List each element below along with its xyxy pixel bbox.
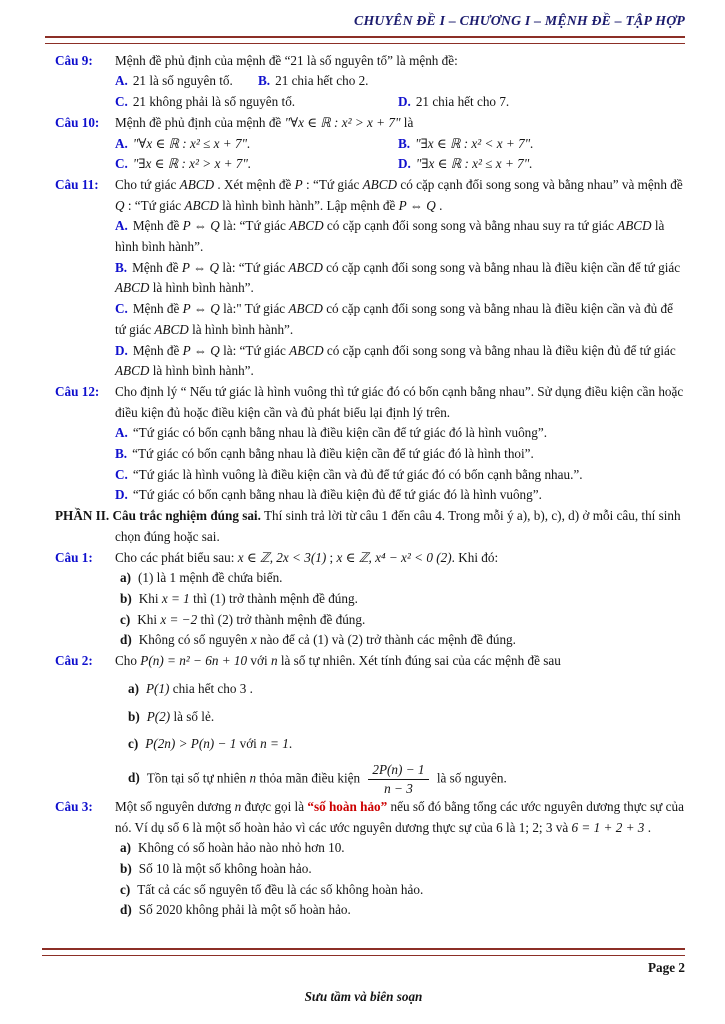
option-b: [115, 258, 685, 299]
part2-question-3: [55, 797, 685, 921]
question-12-label: Câu 12:: [55, 383, 100, 399]
statement-b-text: Khi x = 1 thì (1) trở thành mệnh đề đúng.: [138, 590, 358, 606]
statement-b: [128, 707, 685, 728]
statement-d-text: Không có số nguyên x nào để cả (1) và (2) trở thành các mệnh đề đúng.: [138, 632, 516, 648]
statement-d-text-pre: Tồn tại số tự nhiên n thỏa mãn điều kiện: [146, 770, 364, 786]
footer-credit: Sưu tầm và biên soạn: [304, 988, 423, 1004]
part2-question-2-stem: Cho P(n) = n² − 6n + 10 với n là số tự nhiên. Xét tính đúng sai của các mệnh đề sau: [115, 653, 561, 669]
part2-question-3-stem: Một số nguyên dương n được gọi là “số hoàn hảo” nếu số đó bằng tổng các ước nguyên dương thực sự của nó. Ví dụ số 6 là một số hoàn hảo vì các ước nguyên dương thực sự của 6 là 1; 2; 3 và 6 = 1 + 2 + 3 .: [115, 798, 684, 835]
statement-d: [128, 762, 685, 797]
option-b-letter: B.: [115, 446, 128, 462]
document-body: [0, 44, 725, 921]
option-b: [398, 134, 534, 155]
option-c: [115, 154, 398, 175]
option-c-letter: C.: [115, 301, 128, 317]
fraction-numerator: 2P(n) − 1: [368, 762, 428, 780]
statement-d-text-post: là số nguyên.: [433, 770, 507, 786]
question-11-stem: Cho tứ giác ABCD . Xét mệnh đề P : “Tứ giác ABCD có cặp cạnh đối song song và bằng nhau” và mệnh đề Q : “Tứ giác ABCD là hình bình hành”. Lập mệnh đề P ⇔ Q .: [115, 176, 683, 213]
page-number: Page 2: [648, 960, 685, 975]
statement-b-label: b): [128, 708, 140, 724]
question-12-stem: Cho định lý “ Nếu tứ giác là hình vuông thì tứ giác đó có bốn cạnh bằng nhau”. Sử dụng điều kiện cần hoặc điều kiện đủ hoặc điều kiện cần và đủ phát biểu lại định lý trên.: [115, 383, 684, 420]
page-header: [0, 0, 725, 44]
part2-question-2: [55, 651, 685, 797]
part2-question-2-label: Câu 2:: [55, 653, 93, 669]
statement-c-text: P(2n) > P(n) − 1 với n = 1.: [145, 736, 293, 752]
part2-question-1-body: [115, 548, 685, 652]
statement-a-label: a): [120, 840, 131, 856]
question-9-options-row-2: [115, 92, 685, 113]
statement-b-text: P(2) là số lẻ.: [146, 708, 215, 724]
question-9-stem: Mệnh đề phủ định của mệnh đề “21 là số nguyên tố” là mệnh đề:: [115, 52, 458, 68]
option-d: [115, 341, 685, 382]
option-a-letter: A.: [115, 425, 128, 441]
option-d-letter: D.: [115, 342, 128, 358]
option-a-letter: A.: [115, 73, 128, 89]
option-d-text: “Tứ giác có bốn cạnh bằng nhau là điều kiện đủ để tứ giác đó là hình vuông”.: [132, 487, 542, 503]
part-2-heading-rest: Thí sinh trả lời từ câu 1 đến câu 4. Trong mỗi ý a), b), c), d) ở mỗi câu, thí sinh chọn đúng hoặc sai.: [115, 508, 681, 544]
part2-question-3-body: [115, 797, 685, 921]
option-c-text: “Tứ giác là hình vuông là điều kiện cần và đủ để tứ giác đó có bốn cạnh bằng nhau.”.: [132, 466, 583, 482]
option-d: [115, 485, 685, 506]
header-rule: [45, 36, 685, 44]
option-b: [258, 71, 368, 92]
footer-rule: [42, 948, 685, 956]
statement-c-label: c): [120, 611, 131, 627]
statement-b-label: b): [120, 861, 132, 877]
option-d-letter: D.: [398, 94, 411, 110]
statement-d-label: d): [120, 632, 132, 648]
statement-a-text: (1) là 1 mệnh đề chứa biến.: [138, 570, 283, 586]
question-9-options-row-1: [115, 71, 685, 92]
statement-c: [120, 880, 685, 901]
question-10-label: Câu 10:: [55, 114, 100, 130]
option-a: [115, 134, 398, 155]
statement-b: [120, 589, 685, 610]
question-11-body: [115, 175, 685, 382]
option-a-text: "∀x ∈ ℝ : x² ≤ x + 7".: [132, 135, 251, 151]
statement-a: [128, 679, 685, 700]
statement-a-label: a): [128, 680, 139, 696]
option-b-text: "∃x ∈ ℝ : x² < x + 7".: [415, 135, 534, 151]
question-10-options-row-2: [115, 154, 685, 175]
page-footer: [42, 944, 685, 1007]
option-c-text: "∃x ∈ ℝ : x² > x + 7".: [132, 156, 252, 172]
statement-b: [120, 859, 685, 880]
question-9: [55, 51, 685, 113]
part2-question-3-label: Câu 3:: [55, 798, 93, 814]
statement-a-text: Không có số hoàn hảo nào nhỏ hơn 10.: [138, 840, 345, 856]
option-b-text: Mệnh đề P ⇔ Q là: “Tứ giác ABCD có cặp cạnh đối song song và bằng nhau là điều kiện cần để tứ giác ABCD là hình bình hành”.: [115, 259, 681, 296]
statement-a-text: P(1) chia hết cho 3 .: [146, 680, 253, 696]
option-c-letter: C.: [115, 94, 128, 110]
statement-d-label: d): [128, 770, 140, 786]
option-d-letter: D.: [115, 487, 128, 503]
statement-a: [120, 568, 685, 589]
statement-a: [120, 838, 685, 859]
option-c-letter: C.: [115, 156, 128, 172]
statement-d-label: d): [120, 902, 132, 918]
question-10-options-row-1: [115, 134, 685, 155]
part-2-heading-bold: PHẦN II. Câu trắc nghiệm đúng sai.: [55, 508, 261, 524]
statement-d: [120, 900, 685, 921]
part2-question-1-stem: Cho các phát biểu sau: x ∈ ℤ, 2x < 3(1) ; x ∈ ℤ, x⁴ − x² < 0 (2). Khi đó:: [115, 549, 499, 565]
question-11-label: Câu 11:: [55, 176, 99, 192]
option-b-text: “Tứ giác có bốn cạnh bằng nhau là điều kiện cần để tứ giác đó là hình thoi”.: [132, 446, 534, 462]
option-c: [115, 299, 685, 340]
option-c: [115, 465, 685, 486]
part2-question-1: [55, 548, 685, 652]
part-2-heading: [55, 506, 685, 547]
option-c: [115, 92, 398, 113]
statement-a-label: a): [120, 570, 131, 586]
option-b-text: 21 chia hết cho 2.: [275, 73, 369, 89]
option-a-text: 21 là số nguyên tố.: [132, 73, 233, 89]
header-title: CHUYÊN ĐỀ I – CHƯƠNG I – MỆNH ĐỀ – TẬP HỢP: [354, 13, 685, 28]
statement-c-text: Khi x = −2 thì (2) trở thành mệnh đề đúng.: [137, 611, 366, 627]
option-d-letter: D.: [398, 156, 411, 172]
statement-d-text: Số 2020 không phải là một số hoàn hảo.: [138, 902, 351, 918]
question-9-body: [115, 51, 685, 113]
option-a-letter: A.: [115, 218, 128, 234]
option-d: [398, 154, 533, 175]
question-12: [55, 382, 685, 506]
question-9-label: Câu 9:: [55, 52, 93, 68]
option-a: [115, 423, 685, 444]
question-10-body: [115, 113, 685, 175]
part2-question-1-label: Câu 1:: [55, 549, 93, 565]
option-b-letter: B.: [258, 73, 271, 89]
statement-c-label: c): [120, 881, 131, 897]
option-b: [115, 444, 685, 465]
option-d-text: Mệnh đề P ⇔ Q là: “Tứ giác ABCD có cặp cạnh đối song song và bằng nhau là điều kiện đủ để tứ giác ABCD là hình bình hành”.: [115, 342, 676, 379]
statement-c-label: c): [128, 736, 139, 752]
question-11: [55, 175, 685, 382]
option-a-text: “Tứ giác có bốn cạnh bằng nhau là điều kiện cần để tứ giác đó là hình vuông”.: [132, 425, 548, 441]
question-10-stem: Mệnh đề phủ định của mệnh đề "∀x ∈ ℝ : x² > x + 7" là: [115, 114, 414, 130]
option-a-text: Mệnh đề P ⇔ Q là: “Tứ giác ABCD có cặp cạnh đối song song và bằng nhau suy ra tứ giác ABCD là hình bình hành”.: [115, 218, 665, 255]
statement-c: [128, 734, 685, 755]
option-c-text: Mệnh đề P ⇔ Q là:" Tứ giác ABCD có cặp cạnh đối song song và bằng nhau là điều kiện cần và đủ để tứ giác ABCD là hình bình hành”.: [115, 301, 673, 337]
option-b-letter: B.: [398, 135, 411, 151]
statement-c-text: Tất cả các số nguyên tố đều là các số không hoàn hảo.: [137, 881, 424, 897]
option-c-letter: C.: [115, 466, 128, 482]
question-12-body: [115, 382, 685, 506]
statement-c: [120, 610, 685, 631]
statement-b-text: Số 10 là một số không hoàn hảo.: [138, 861, 312, 877]
statement-d: [120, 630, 685, 651]
option-d-text: "∃x ∈ ℝ : x² ≤ x + 7".: [415, 156, 533, 172]
option-a-letter: A.: [115, 135, 128, 151]
fraction: [368, 762, 428, 797]
question-10: [55, 113, 685, 175]
fraction-denominator: n − 3: [384, 780, 413, 796]
statement-b-label: b): [120, 590, 132, 606]
option-d: [398, 92, 509, 113]
option-d-text: 21 chia hết cho 7.: [415, 94, 510, 110]
option-a: [115, 216, 685, 257]
part2-question-2-body: [115, 651, 685, 797]
option-a: [115, 71, 258, 92]
option-c-text: 21 không phải là số nguyên tố.: [132, 94, 296, 110]
option-b-letter: B.: [115, 259, 128, 275]
